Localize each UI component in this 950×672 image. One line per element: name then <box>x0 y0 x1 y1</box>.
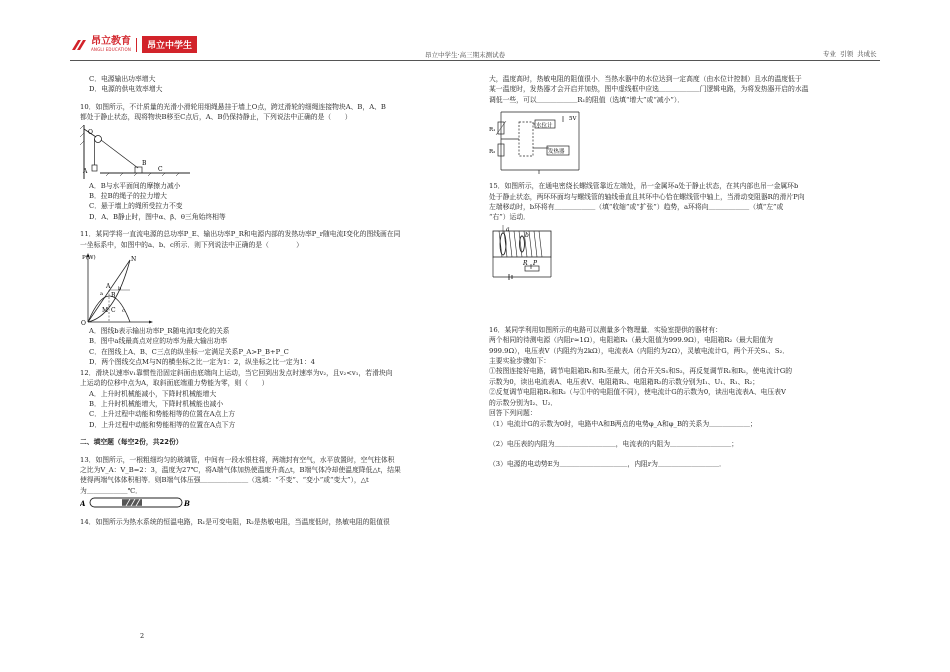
label-r2: R₂ <box>489 149 496 156</box>
q10-stem-2: 都处于静止状态，现将物块B移至C点后，A、B仍保持静止，下列说法中正确的是（ ） <box>80 113 352 122</box>
slogan: 专业 引领 共成长 <box>823 50 877 58</box>
label-n: N <box>131 256 137 264</box>
q15-stem-1: 15．如图所示，在通电密绕长螺线管靠近左端处，吊一金属环a处于静止状态，在其内部也吊一金属环b <box>489 182 799 191</box>
q13-figure <box>80 496 200 510</box>
q12-option-c: C．上升过程中动能和势能相等的位置在A点上方 <box>89 410 236 419</box>
q15-figure <box>489 225 589 285</box>
q11-option-d: D．两个图线交点M与N的横坐标之比一定为1：2，纵坐标之比一定为1：4 <box>89 358 315 367</box>
label-b: B <box>111 292 116 300</box>
ring-b-label: b <box>525 231 529 239</box>
q16-sub-3: （3）电源的电动势E为＿＿＿＿＿＿＿＿＿＿，内阻r为＿＿＿＿＿＿＿＿＿． <box>489 460 726 469</box>
brand-logo <box>70 36 197 53</box>
q12-stem-1: 12．滑块以速率v₁靠惯性沿固定斜面由底端向上运动，当它回到出发点时速率为v₂，且v₂<v₁，若滑块向 <box>80 368 393 377</box>
q16-stem-5: ①按图连接好电路，调节电阻箱R₁和R₂至最大，闭合开关S₁和S₂，再反复调节R₁和R₂，使电流计G的 <box>489 367 793 376</box>
logo-subtext: ANGLI EDUCATION <box>91 47 132 52</box>
q16-stem-2: 两个相同的待测电源（内阻r≈1Ω），电阻箱R₁（最大阻值为999.9Ω），电阻箱R₂（最大阻值为 <box>489 336 773 345</box>
logo-text: 昂立教育 <box>91 36 131 47</box>
q11-option-b: B．图中a线最高点对应的功率为最大输出功率 <box>89 337 228 346</box>
q15-stem-4: “右”）运动． <box>489 213 530 222</box>
q14-figure <box>489 108 599 174</box>
label-a: A <box>106 283 111 291</box>
q15-stem-2: 处于静止状态，两环环面均与螺线管的轴线垂直且其环中心恰在螺线管中轴上，当滑动变阻器R的滑片P向 <box>489 192 805 201</box>
q12-stem-2: 上运动的位移中点为A，取斜面底端重力势能为零，则（ ） <box>80 379 269 388</box>
label-heater: 发热器 <box>548 149 565 156</box>
q14-stem-4: 调低一些，可以＿＿＿＿＿＿R₁的阻值（选填“增大”或“减小”）． <box>489 95 685 104</box>
ring-a-label: a <box>506 225 510 233</box>
q16-stem-8: 的示数分别为I₂、U₂． <box>489 398 558 407</box>
q11-option-c: C．在图线上A、B、C三点的纵坐标一定满足关系P_A>P_B+P_C <box>89 347 289 356</box>
q13-stem-3: 使得两端气体体积相等．则B端气体压强＿＿＿＿＿＿＿（选填：“不变”、“变小”或“变大”），△t <box>80 476 369 485</box>
q14-stem-3: 某一温度时，发热器才会开启并加热，图中虚线框中应选＿＿＿＿＿＿门逻辑电路，为将发热器开启的水温 <box>489 85 809 94</box>
q16-stem-3: 999.9Ω），电压表V（内阻约为2kΩ），电流表A（内阻约为2Ω），灵敏电流计G，两个开关S₁、S₂． <box>489 346 790 355</box>
logo-icon <box>70 38 88 52</box>
q16-sub-2: （2）电压表的内阻为＿＿＿＿＿＿＿＿＿，电流表的内阻为＿＿＿＿＿＿＿＿＿； <box>489 439 739 448</box>
q16-stem-9: 回答下列问题： <box>489 409 537 418</box>
right-column <box>489 74 879 470</box>
page-header <box>0 0 950 60</box>
label-r1: R₁ <box>489 127 496 134</box>
q12-option-a: A．上升时机械能减小，下降时机械能增大 <box>89 389 217 398</box>
q16-stem-1: 16．某同学利用如图所示的电路可以测量多个物理量．实验室提供的器材有： <box>489 325 722 334</box>
curve-b: b <box>118 286 122 293</box>
logo-divider <box>136 38 137 52</box>
q15-stem-3: 左端移动时，b环将有＿＿＿＿＿＿（填“收缩”或“扩张”）趋势，a环将向＿＿＿＿＿＿（填“左”或 <box>489 203 784 212</box>
q10-stem-1: 10．如图所示，不计质量的光滑小滑轮用细绳悬挂于墙上O点，跨过滑轮的细绳连接物块A、B，A、B <box>80 102 386 111</box>
q16-stem-4: 主要实验步骤如下： <box>489 357 551 366</box>
q11-stem-1: 11．某同学将一直流电源的总功率P_E、输出功率P_R和电源内部的发热功率P_r随电流I变化的图线画在同 <box>80 230 401 239</box>
q11-option-a: A．图线b表示输出功率P_R随电流I变化的关系 <box>89 327 230 336</box>
brand-badge: 昂立中学生 <box>142 36 197 53</box>
tube-label-b: B <box>184 499 190 509</box>
label-voltage: 5V <box>569 116 577 123</box>
q16-stem-7: ②反复调节电阻箱R₁和R₂（与①中的电阻值不同），使电流计G的示数为0，读出电流表A、电压表V <box>489 388 786 397</box>
curve-a: a <box>100 291 103 298</box>
q14-stem-1: 14．如图所示为热水系统的恒温电路，R₁是可变电阻，R₂是热敏电阻，当温度低时，热敏电阻的阻值很 <box>80 518 390 527</box>
q10-option-b: B．拉B的绳子的拉力增大 <box>89 192 167 201</box>
rheostat-label: R <box>523 259 528 267</box>
q11-stem-2: 一坐标系中，如图中的a、b、c所示．则下列说法中正确的是（ ） <box>80 240 303 249</box>
q10-option-a: A．B与水平面间的摩擦力减小 <box>89 181 181 190</box>
q13-stem-2: 之比为V_A：V_B=2：3，温度为27℃，将A端气体加热使温度升高△t，B端气体冷却使温度降低△t，结果 <box>80 465 401 474</box>
q12-option-b: B．上升时机械能增大，下降时机械能也减小 <box>89 399 224 408</box>
q13-stem-4: 为＿＿＿＿＿＿℃． <box>80 486 142 495</box>
label-level-meter: 水位计 <box>536 123 553 130</box>
tube-label-a: A <box>80 499 86 509</box>
q16-stem-6: 示数为0，读出电流表A、电压表V、电阻箱R₁、电阻箱R₂的示数分别为I₁、U₁、R₁、R₂； <box>489 377 760 386</box>
left-column <box>80 74 470 528</box>
label-b: B <box>142 159 147 167</box>
q12-option-d: D．上升过程中动能和势能相等的位置在A点下方 <box>89 420 236 429</box>
q14-stem-2: 大，温度高时，热敏电阻的阻值很小．当热水器中的水位达到一定高度（由水位计控制）且水的温度低于 <box>489 75 802 83</box>
section-heading: 二、填空题（每空2份，共22份） <box>80 438 183 447</box>
q10-figure <box>80 123 200 181</box>
label-m: M <box>102 307 109 315</box>
exam-title: 昂立中学生·高三期末测试卷 <box>425 51 506 59</box>
label-o: O <box>88 128 93 136</box>
q9-option-c: C．电源输出功率增大 <box>89 75 156 83</box>
page-number: 2 <box>140 632 145 640</box>
q11-figure <box>80 250 200 326</box>
origin-label: O <box>81 320 86 327</box>
q16-sub-1: （1）电流计G的示数为0时，电路中A和B两点的电势φ_A和φ_B的关系为＿＿＿＿＿＿； <box>489 419 757 428</box>
curve-c: c <box>122 308 125 315</box>
slider-label: P <box>533 259 538 267</box>
label-a: A <box>83 167 88 175</box>
q13-stem-1: 13．如图所示，一根粗细均匀的玻璃管，中间有一段水银柱将，两端封有空气，水平放置时，空气柱体积 <box>80 455 395 464</box>
label-c: C <box>111 307 116 315</box>
q10-option-c: C．悬于墙上的绳所受拉力不变 <box>89 202 183 211</box>
header-rule <box>70 60 880 61</box>
q10-option-d: D．A、B静止时，图中α、β、θ三角始终相等 <box>89 212 226 221</box>
y-axis-label: P(W) <box>82 255 96 262</box>
label-c: C <box>158 165 163 173</box>
q9-option-d: D．电源的供电效率增大 <box>89 85 163 94</box>
